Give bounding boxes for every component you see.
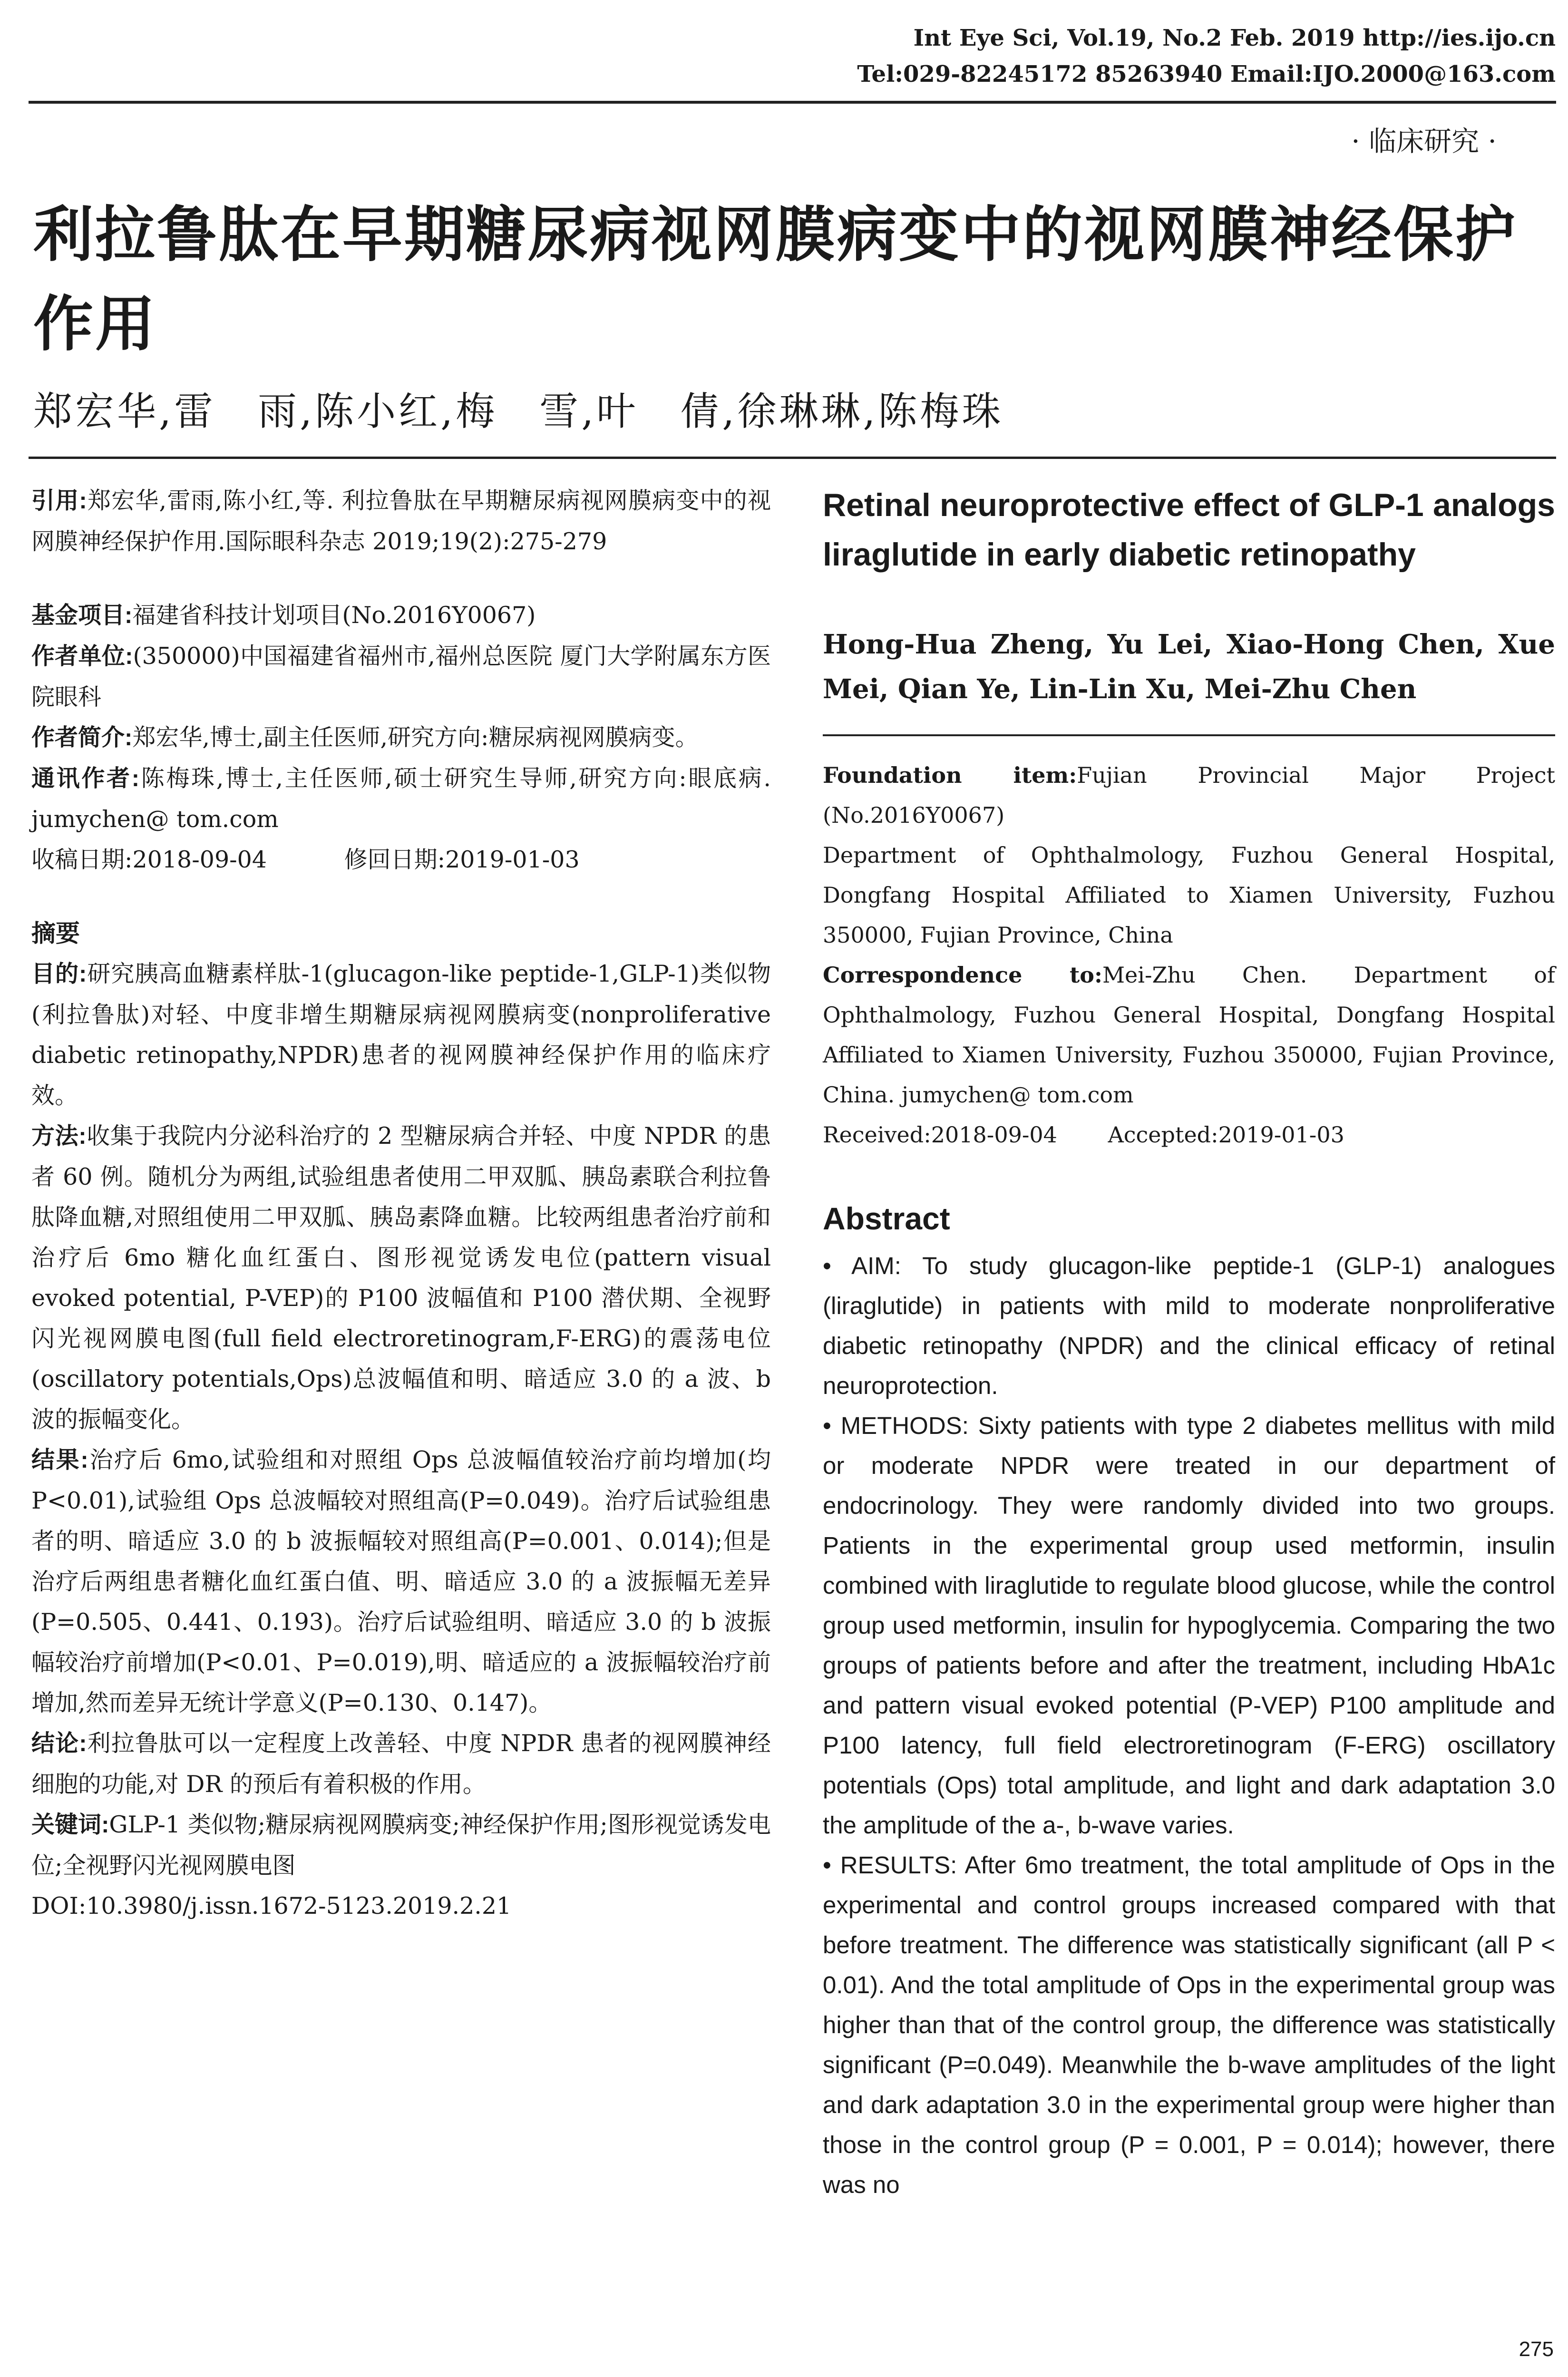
english-title: Retinal neuroprotective effect of GLP-1 analogs liraglutide in early diabetic retinopathy: [823, 487, 1555, 573]
methods-text-en: Sixty patients with type 2 diabetes mellitus with mild or moderate NPDR were treated in our department of endocrinology. They were randomly divided into two groups. Patients in the experimental group used metformin, insulin combined with liraglutide to regulate blood glucose, while the control group used metformin, insulin for hypoglycemia. Comparing the two groups of patients before and after the treatment, including HbA1c and pattern visual evoked potential (P-VEP) P100 amplitude and P100 latency, full field electroretinogram (F-ERG) oscillatory potentials (Ops) total amplitude, and light and dark adaptation 3.0 the amplitude of the a-, b-wave varies.: [823, 1412, 1555, 1839]
results-label-en: • RESULTS:: [823, 1851, 957, 1879]
abstract-methods-cn: [31, 1116, 771, 1440]
bio-text: 郑宏华,博士,副主任医师,研究方向:糖尿病视网膜病变。: [132, 724, 699, 751]
conclusion-text-cn: 利拉鲁肽可以一定程度上改善轻、中度 NPDR 患者的视网膜神经细胞的功能,对 DR 的预后有着积极的作用。: [31, 1730, 771, 1798]
english-authors-rule: [823, 734, 1555, 736]
aim-text-en: To study glucagon-like peptide-1 (GLP-1) analogues (liraglutide) in patients with mild to moderate nonproliferative diabetic retinopathy (NPDR) and the clinical efficacy of retinal neuroprotection.: [823, 1252, 1556, 1399]
abstract-methods-en: [823, 1406, 1555, 1845]
abstract-results-cn: [31, 1440, 771, 1723]
fund: [31, 595, 771, 636]
english-abstract: [823, 1246, 1555, 2205]
citation-label: 引用:: [31, 488, 87, 514]
affiliation-text: (350000)中国福建省福州市,福州总医院 厦门大学附属东方医院眼科: [31, 643, 771, 711]
journal-info-line: Int Eye Sci, Vol.19, No.2 Feb. 2019 http://ies.ijo.cn: [913, 25, 1556, 51]
corr-label: 通讯作者:: [31, 766, 140, 791]
foundation-item: [823, 755, 1555, 835]
foundation-label: Foundation item:: [823, 762, 1077, 788]
results-text-en: After 6mo treatment, the total amplitude of Ops in the experimental and control groups increased compared with that before treatment. The difference was statistically significant (all P < 0.01). And the total amplitude of Ops in the experimental group was higher than that of the control group, the difference was statistically significant (P=0.049). Meanwhile the b-wave amplitudes of the light and dark adaptation 3.0 in the experimental group were higher than those in the control group (P = 0.001, P = 0.014); however, there was no: [823, 1851, 1556, 2198]
revised-label-cn: 修回日期:: [344, 846, 446, 873]
section-label: · 临床研究 ·: [1351, 125, 1497, 157]
keywords-text-cn: GLP-1 类似物;糖尿病视网膜病变;神经保护作用;图形视觉诱发电位;全视野闪光视网膜电图: [31, 1811, 771, 1879]
citation: [31, 480, 771, 562]
column-top-rule: [29, 457, 1556, 459]
results-text-cn: 治疗后 6mo,试验组和对照组 Ops 总波幅值较治疗前均增加(均 P<0.01),试验组 Ops 总波幅较对照组高(P=0.049)。治疗后试验组患者的明、暗适应 3.0 的 b 波振幅较对照组高(P=0.001、0.014);但是治疗后两组患者糖化血红蛋白值、明、暗适应 3.0 的 a 波振幅无差异(P=0.505、0.441、0.193)。治疗后试验组明、暗适应 3.0 的 b 波振幅较治疗前增加(P<0.01、P=0.019),明、暗适应的 a 波振幅较治疗前增加,然而差异无统计学意义(P=0.130、0.147)。: [31, 1446, 771, 1716]
keywords-cn: [31, 1804, 771, 1886]
department: Department of Ophthalmology, Fuzhou General Hospital, Dongfang Hospital Affiliated to Xiamen University, Fuzhou 350000, Fujian Province, China: [823, 842, 1555, 948]
affiliation-label: 作者单位:: [31, 643, 133, 669]
author-bio: [31, 717, 771, 758]
abstract-results-en: [823, 1845, 1555, 2205]
keywords-label-cn: 关键词:: [31, 1812, 109, 1838]
journal-contact-line: Tel:029-82245172 85263940 Email:IJO.2000@163.com: [857, 61, 1556, 88]
accepted-date-en: 2019-01-03: [1218, 1122, 1344, 1148]
dates-cn: [31, 839, 771, 880]
corresponding-author: [31, 758, 771, 839]
accepted-label-en: Accepted:: [1108, 1122, 1218, 1148]
received-date-cn: 2018-09-04: [132, 846, 267, 873]
english-column: [823, 480, 1555, 2205]
results-label-cn: 结果:: [31, 1447, 88, 1473]
header-rule: [29, 101, 1556, 104]
author-list: 郑宏华,雷 雨,陈小红,梅 雪,叶 倩,徐琳琳,陈梅珠: [33, 389, 1004, 434]
abstract-heading-cn: 摘要: [31, 920, 80, 947]
page-number: 275: [1519, 2338, 1554, 2361]
received-date-en: 2018-09-04: [931, 1122, 1057, 1148]
aim-text-cn: 研究胰高血糖素样肽-1(glucagon-like peptide-1,GLP-1)类似物(利拉鲁肽)对轻、中度非增生期糖尿病视网膜病变(nonproliferative diabetic retinopathy,NPDR)患者的视网膜神经保护作用的临床疗效。: [31, 960, 771, 1109]
abstract-heading-en: Abstract: [823, 1201, 950, 1236]
correspondence-label: Correspondence to:: [823, 962, 1102, 988]
chinese-column: [31, 480, 771, 1926]
bio-label: 作者简介:: [31, 725, 133, 750]
abstract-aim-cn: [31, 954, 771, 1116]
correspondence-text: Mei-Zhu Chen. Department of Ophthalmology, Fuzhou General Hospital, Dongfang Hospital Affiliated to Xiamen University, Fuzhou 350000, Fujian Province, China. jumychen@ tom.com: [823, 962, 1555, 1108]
methods-label-cn: 方法:: [31, 1123, 87, 1149]
english-metadata: [823, 755, 1555, 1155]
conclusion-label-cn: 结论:: [31, 1731, 87, 1756]
abstract-aim-en: [823, 1246, 1555, 1406]
affiliation: [31, 636, 771, 717]
aim-label-en: • AIM:: [823, 1252, 901, 1279]
english-authors: Hong-Hua Zheng, Yu Lei, Xiao-Hong Chen, Xue Mei, Qian Ye, Lin-Lin Xu, Mei-Zhu Chen: [823, 629, 1555, 705]
methods-text-cn: 收集于我院内分泌科治疗的 2 型糖尿病合并轻、中度 NPDR 的患者 60 例。随机分为两组,试验组患者使用二甲双胍、胰岛素联合利拉鲁肽降血糖,对照组使用二甲双胍、胰岛素降血糖。比较两组患者治疗前和治疗后 6mo 糖化血红蛋白、图形视觉诱发电位(pattern visual evoked potential, P-VEP)的 P100 波幅值和 P100 潜伏期、全视野闪光视网膜电图(full field electroretinogram,F-ERG)的震荡电位(oscillatory potentials,Ops)总波幅值和明、暗适应 3.0 的 a 波、b 波的振幅变化。: [31, 1122, 771, 1433]
fund-label: 基金项目:: [31, 603, 133, 628]
received-label-en: Received:: [823, 1122, 931, 1148]
fund-text: 福建省科技计划项目(No.2016Y0067): [132, 602, 536, 629]
article-title: 利拉鲁肽在早期糖尿病视网膜病变中的视网膜神经保护作用: [33, 201, 1517, 358]
correspondence: [823, 955, 1555, 1115]
aim-label-cn: 目的:: [31, 961, 87, 987]
dates-en: [823, 1115, 1555, 1155]
corr-text: 陈梅珠,博士,主任医师,硕士研究生导师,研究方向:眼底病. jumychen@ tom.com: [31, 765, 771, 833]
methods-label-en: • METHODS:: [823, 1412, 969, 1439]
abstract-conclusion-cn: [31, 1723, 771, 1804]
revised-date-cn: 2019-01-03: [445, 846, 580, 873]
foundation-text: Fujian Provincial Major Project (No.2016Y0067): [823, 762, 1555, 828]
doi: DOI:10.3980/j.issn.1672-5123.2019.2.21: [31, 1892, 512, 1919]
received-label-cn: 收稿日期:: [31, 846, 133, 873]
citation-text: 郑宏华,雷雨,陈小红,等. 利拉鲁肽在早期糖尿病视网膜病变中的视网膜神经保护作用.国际眼科杂志 2019;19(2):275-279: [31, 487, 771, 555]
